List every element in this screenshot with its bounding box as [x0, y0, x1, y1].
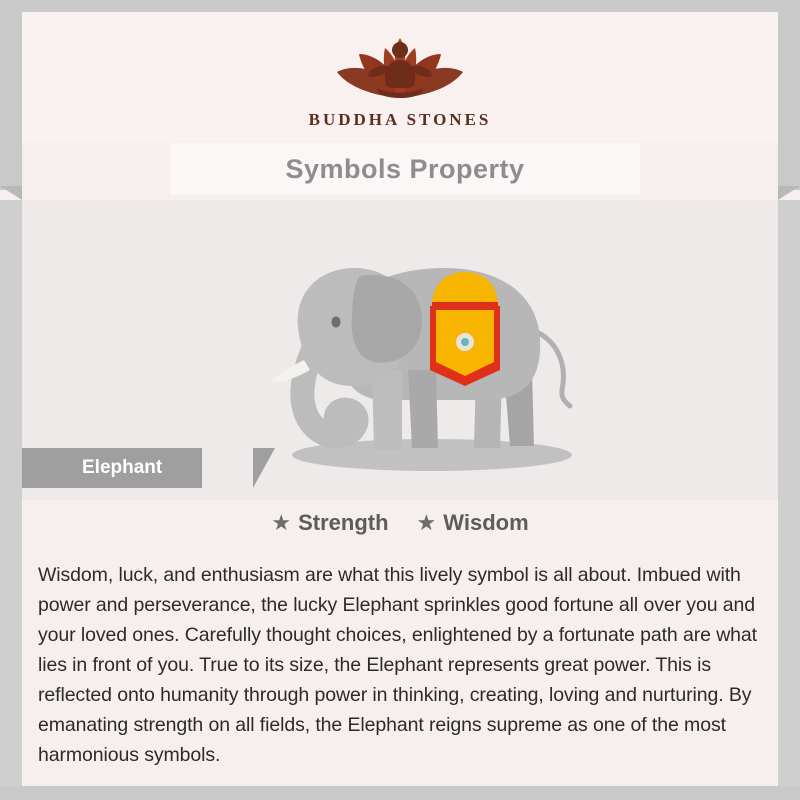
figure-label: Elephant	[82, 457, 163, 478]
frame-band-left-lower	[0, 200, 22, 800]
attribute-label: Wisdom	[443, 510, 529, 535]
figure-label-tag-tail	[253, 448, 275, 488]
title-bar	[170, 143, 640, 195]
frame-band-right-top	[778, 0, 800, 190]
figure-label-tag	[22, 448, 202, 488]
attribute-list	[22, 510, 778, 536]
attribute-item	[271, 510, 388, 536]
frame-band-left-top	[0, 0, 22, 190]
frame-band-top	[0, 0, 800, 12]
star-icon: ★	[416, 510, 437, 535]
frame-band-right-lower	[778, 200, 800, 800]
description-text: Wisdom, luck, and enthusiasm are what this lively symbol is all about. Imbued with power and perseverance, the lucky Elephant sprinkles good fortune all over you and your loved ones. Carefully thought choices, enlightened by a fortunate path are what lies in front of you. True to its size, the Elephant represents great power. This is reflected onto humanity through power in thinking, creating, loving and nurturing. By emanating strength on all fields, the Elephant reigns supreme as one of the most harmonious symbols.	[38, 563, 757, 766]
frame-notch-left	[0, 186, 22, 200]
brand-name: BUDDHA STONES	[308, 110, 492, 129]
attribute-item	[417, 510, 529, 536]
elephant-illustration	[232, 210, 612, 485]
frame-notch-right	[778, 186, 800, 200]
attribute-label: Strength	[298, 510, 389, 535]
star-icon: ★	[271, 510, 292, 535]
brand-header	[22, 12, 778, 142]
lotus-meditation-figure-icon	[305, 20, 495, 108]
frame-band-bottom	[0, 786, 800, 800]
page-title: Symbols Property	[285, 153, 525, 184]
